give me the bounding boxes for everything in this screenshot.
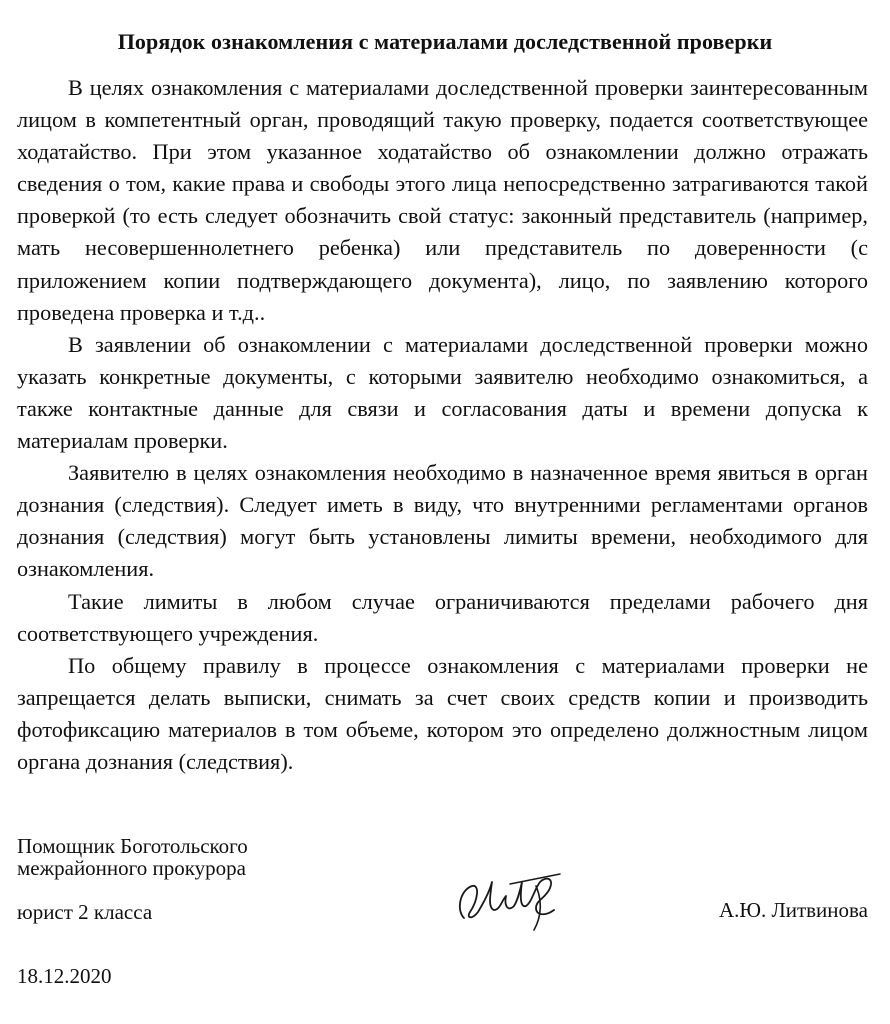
signatory-name: А.Ю. Литвинова	[718, 898, 868, 922]
paragraph-2: В заявлении об ознакомлении с материалами доследственной проверки можно указать конкретные документы, с которыми заявителю необходимо ознакомиться, а также контактные данные для связи и согласования даты и времени допуска к материалам проверки.	[17, 331, 868, 454]
signatory-position-line2: межрайонного прокурора	[17, 856, 246, 880]
signatory-position-line1: Помощник Боготольского	[17, 834, 248, 858]
document-body	[17, 72, 868, 778]
document-date: 18.12.2020	[17, 964, 112, 988]
signatory-rank: юрист 2 класса	[17, 900, 153, 924]
document-title: Порядок ознакомления с материалами доследственной проверки	[117, 29, 773, 54]
paragraph-4: Такие лимиты в любом случае ограничиваются пределами рабочего дня соответствующего учреждения.	[17, 588, 868, 646]
paragraph-5: По общему правилу в процессе ознакомления с материалами проверки не запрещается делать выписки, снимать за счет своих средств копии и производить фотофиксацию материалов в том объеме, котором это определено должностным лицом органа дознания (следствия).	[17, 652, 868, 774]
handwritten-signature	[450, 860, 570, 940]
paragraph-3: Заявителю в целях ознакомления необходимо в назначенное время явиться в орган дознания (следствия). Следует иметь в виду, что внутренними регламентами органов дознания (следствия) могут быть установлены лимиты времени, необходимого для ознакомления.	[17, 460, 868, 582]
paragraph-1: В целях ознакомления с материалами доследственной проверки заинтересованным лицом в компетентный орган, проводящий такую проверку, подается соответствующее ходатайство. При этом указанное ходатайство об ознакомлении должно отражать сведения о том, какие права и свободы этого лица непосредственно затрагиваются такой проверкой (то есть следует обозначить свой статус: законный представитель (например, мать несовершеннолетнего ребенка) или представитель по доверенности (с приложением копии подтверждающего документа), лицо, по заявлению которого проведена проверка и т.д..	[17, 75, 868, 325]
